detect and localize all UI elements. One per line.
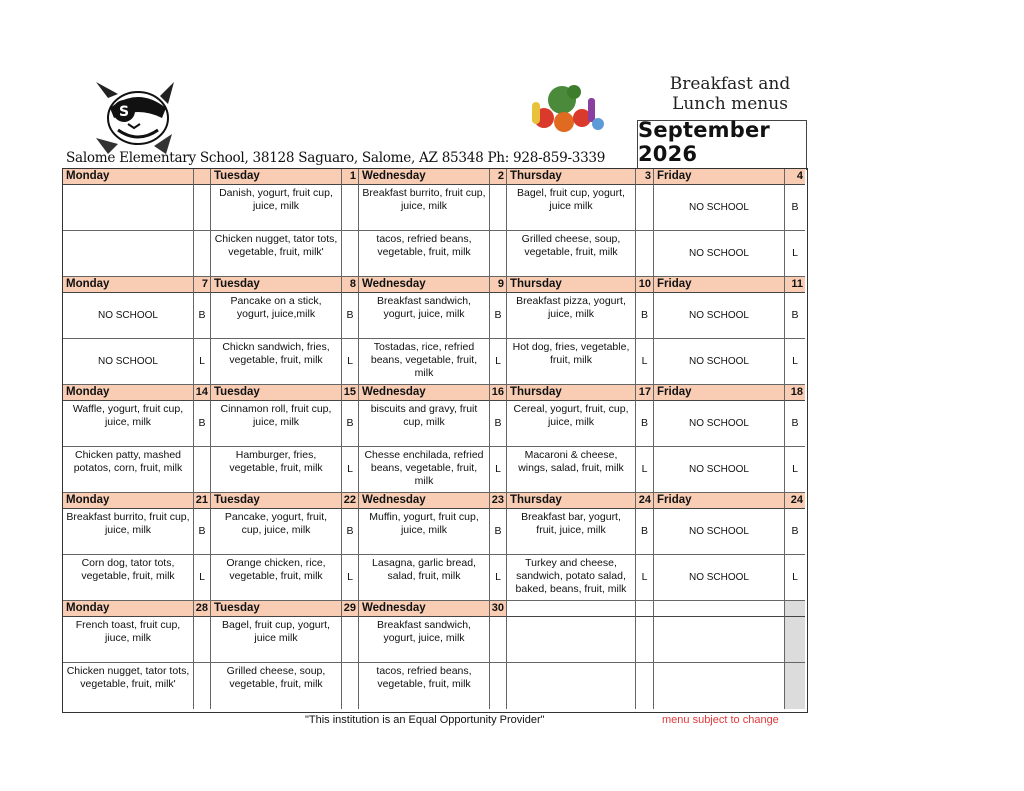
lunch-marker: L (342, 447, 359, 493)
lunch-marker (490, 231, 507, 277)
day-header-tue: Tuesday (211, 169, 342, 185)
breakfast-menu-mon: NO SCHOOL (63, 293, 194, 339)
lunch-menu-tue: Chickn sandwich, fries, vegetable, fruit, milk (211, 339, 342, 385)
lunch-menu-wed: tacos, refried beans, vegetable, fruit, milk (359, 231, 490, 277)
lunch-marker (194, 447, 211, 493)
breakfast-menu-thu: Cereal, yogurt, fruit, cup, juice, milk (507, 401, 636, 447)
breakfast-menu-tue: Cinnamon roll, fruit cup, juice, milk (211, 401, 342, 447)
lunch-menu-wed: tacos, refried beans, vegetable, fruit, milk (359, 663, 490, 709)
day-number: 30 (490, 601, 507, 617)
lunch-marker: L (490, 447, 507, 493)
breakfast-menu-thu: Breakfast bar, yogurt, fruit, juice, milk (507, 509, 636, 555)
lunch-menu-mon: NO SCHOOL (63, 339, 194, 385)
day-header-fri: Friday (654, 493, 785, 509)
lunch-marker: L (785, 555, 805, 601)
lunch-menu-thu: Grilled cheese, soup, vegetable, fruit, milk (507, 231, 636, 277)
breakfast-menu-thu: Bagel, fruit cup, yogurt, juice milk (507, 185, 636, 231)
breakfast-marker (636, 617, 654, 663)
breakfast-menu-wed: biscuits and gravy, fruit cup, milk (359, 401, 490, 447)
day-number: 4 (785, 169, 805, 185)
day-header-wed: Wednesday (359, 385, 490, 401)
lunch-marker (194, 231, 211, 277)
day-header-fri: Friday (654, 169, 785, 185)
day-number: 11 (785, 277, 805, 293)
lunch-marker (785, 663, 805, 709)
day-header-thu: Thursday (507, 493, 636, 509)
day-number: 3 (636, 169, 654, 185)
breakfast-marker: B (490, 509, 507, 555)
breakfast-marker (636, 185, 654, 231)
breakfast-menu-tue: Pancake, yogurt, fruit, cup, juice, milk (211, 509, 342, 555)
day-number: 8 (342, 277, 359, 293)
day-header-tue: Tuesday (211, 601, 342, 617)
breakfast-marker: B (785, 509, 805, 555)
day-number (636, 601, 654, 617)
lunch-marker: L (785, 339, 805, 385)
breakfast-menu-mon: French toast, fruit cup, jiuce, milk (63, 617, 194, 663)
day-header-tue: Tuesday (211, 277, 342, 293)
day-number: 18 (785, 385, 805, 401)
day-header-thu: Thursday (507, 277, 636, 293)
lunch-menu-mon: Chicken nugget, tator tots, vegetable, fruit, milk' (63, 663, 194, 709)
equal-opportunity-note: "This institution is an Equal Opportunity Provider" (305, 714, 545, 726)
breakfast-menu-fri (654, 617, 785, 663)
lunch-marker (342, 663, 359, 709)
day-number: 2 (490, 169, 507, 185)
day-number: 9 (490, 277, 507, 293)
breakfast-marker: B (194, 293, 211, 339)
day-number: 1 (342, 169, 359, 185)
lunch-menu-fri (654, 663, 785, 709)
breakfast-marker: B (342, 509, 359, 555)
day-header-wed: Wednesday (359, 601, 490, 617)
day-number: 14 (194, 385, 211, 401)
lunch-marker: L (636, 339, 654, 385)
menu-calendar (62, 168, 808, 713)
breakfast-marker: B (636, 293, 654, 339)
lunch-marker: L (194, 555, 211, 601)
breakfast-menu-tue: Pancake on a stick, yogurt, juice,milk (211, 293, 342, 339)
lunch-menu-tue: Orange chicken, rice, vegetable, fruit, milk (211, 555, 342, 601)
breakfast-menu-mon: Waffle, yogurt, fruit cup, juice, milk (63, 401, 194, 447)
day-number: 16 (490, 385, 507, 401)
vegetables-logo-icon (512, 78, 612, 140)
lunch-menu-tue: Hamburger, fries, vegetable, fruit, milk (211, 447, 342, 493)
day-number (785, 601, 805, 617)
breakfast-marker: B (194, 509, 211, 555)
breakfast-marker: B (342, 401, 359, 447)
lunch-menu-thu: Turkey and cheese, sandwich, potato salad, baked, beans, fruit, milk (507, 555, 636, 601)
month-title: September 2026 (638, 118, 770, 166)
day-header-mon: Monday (63, 385, 194, 401)
breakfast-marker: B (342, 293, 359, 339)
lunch-marker (636, 663, 654, 709)
breakfast-marker: B (636, 401, 654, 447)
lunch-marker (194, 663, 211, 709)
lunch-menu-mon: Corn dog, tator tots, vegetable, fruit, milk (63, 555, 194, 601)
lunch-marker: L (785, 231, 805, 277)
breakfast-marker: B (490, 293, 507, 339)
menu-title-line2: Lunch menus (672, 94, 788, 114)
lunch-menu-fri: NO SCHOOL (654, 231, 785, 277)
breakfast-menu-mon (63, 185, 194, 231)
day-header-wed: Wednesday (359, 493, 490, 509)
day-number: 23 (490, 493, 507, 509)
lunch-menu-thu: Hot dog, fries, vegetable, fruit, milk (507, 339, 636, 385)
day-header-mon: Monday (63, 601, 194, 617)
lunch-menu-thu: Macaroni & cheese, wings, salad, fruit, milk (507, 447, 636, 493)
lunch-marker: L (342, 339, 359, 385)
lunch-marker: L (636, 447, 654, 493)
lunch-marker: L (490, 555, 507, 601)
breakfast-marker (194, 185, 211, 231)
breakfast-menu-wed: Breakfast sandwich, yogurt, juice, milk (359, 617, 490, 663)
breakfast-marker: B (785, 185, 805, 231)
lunch-marker: L (342, 555, 359, 601)
breakfast-marker (194, 617, 211, 663)
breakfast-marker: B (785, 293, 805, 339)
breakfast-menu-thu: Breakfast pizza, yogurt, juice, milk (507, 293, 636, 339)
logo-letter: S (118, 104, 130, 120)
breakfast-menu-fri: NO SCHOOL (654, 185, 785, 231)
lunch-menu-mon (63, 231, 194, 277)
lunch-menu-thu (507, 663, 636, 709)
breakfast-marker (785, 617, 805, 663)
lunch-marker (342, 231, 359, 277)
day-header-mon: Monday (63, 493, 194, 509)
menu-title-line1: Breakfast and (669, 74, 791, 94)
day-number: 7 (194, 277, 211, 293)
breakfast-menu-mon: Breakfast burrito, fruit cup, juice, milk (63, 509, 194, 555)
breakfast-menu-wed: Muffin, yogurt, fruit cup, juice, milk (359, 509, 490, 555)
day-header-mon: Monday (63, 169, 194, 185)
breakfast-menu-wed: Breakfast sandwich, yogurt, juice, milk (359, 293, 490, 339)
day-number: 24 (785, 493, 805, 509)
breakfast-marker (490, 185, 507, 231)
school-address: Salome Elementary School, 38128 Saguaro, Salome, AZ 85348 Ph: 928-859-3339 (66, 150, 606, 166)
day-header-tue: Tuesday (211, 385, 342, 401)
lunch-menu-fri: NO SCHOOL (654, 447, 785, 493)
day-header-thu: Thursday (507, 169, 636, 185)
day-header-wed: Wednesday (359, 169, 490, 185)
breakfast-marker (342, 185, 359, 231)
breakfast-marker (490, 617, 507, 663)
lunch-menu-wed: Tostadas, rice, refried beans, vegetable, fruit, milk (359, 339, 490, 385)
day-header-fri (654, 601, 785, 617)
day-number: 28 (194, 601, 211, 617)
day-header-mon: Monday (63, 277, 194, 293)
lunch-marker: L (636, 555, 654, 601)
day-header-tue: Tuesday (211, 493, 342, 509)
day-header-fri: Friday (654, 385, 785, 401)
day-number: 29 (342, 601, 359, 617)
lunch-marker (636, 231, 654, 277)
breakfast-marker: B (636, 509, 654, 555)
breakfast-marker: B (194, 401, 211, 447)
breakfast-menu-fri: NO SCHOOL (654, 401, 785, 447)
breakfast-menu-fri: NO SCHOOL (654, 293, 785, 339)
month-box (637, 120, 807, 170)
breakfast-menu-fri: NO SCHOOL (654, 509, 785, 555)
wildcat-logo-icon (78, 78, 188, 156)
lunch-menu-wed: Lasagna, garlic bread, salad, fruit, milk (359, 555, 490, 601)
lunch-menu-mon: Chicken patty, mashed potatos, corn, fruit, milk (63, 447, 194, 493)
day-number: 21 (194, 493, 211, 509)
breakfast-menu-thu (507, 617, 636, 663)
breakfast-menu-tue: Bagel, fruit cup, yogurt, juice milk (211, 617, 342, 663)
breakfast-menu-tue: Danish, yogurt, fruit cup, juice, milk (211, 185, 342, 231)
day-number: 10 (636, 277, 654, 293)
day-number: 17 (636, 385, 654, 401)
lunch-marker: L (194, 339, 211, 385)
menu-title (650, 74, 810, 114)
menu-change-note: menu subject to change (662, 714, 779, 726)
breakfast-marker: B (490, 401, 507, 447)
day-header-fri: Friday (654, 277, 785, 293)
day-number (194, 169, 211, 185)
lunch-menu-tue: Chicken nugget, tator tots, vegetable, fruit, milk' (211, 231, 342, 277)
day-header-wed: Wednesday (359, 277, 490, 293)
lunch-marker: L (490, 339, 507, 385)
breakfast-menu-wed: Breakfast burrito, fruit cup, juice, milk (359, 185, 490, 231)
day-number: 15 (342, 385, 359, 401)
day-header-thu: Thursday (507, 385, 636, 401)
lunch-menu-fri: NO SCHOOL (654, 555, 785, 601)
lunch-menu-fri: NO SCHOOL (654, 339, 785, 385)
breakfast-marker: B (785, 401, 805, 447)
lunch-menu-wed: Chesse enchilada, refried beans, vegetable, fruit, milk (359, 447, 490, 493)
day-number: 24 (636, 493, 654, 509)
breakfast-marker (342, 617, 359, 663)
day-header-thu (507, 601, 636, 617)
day-number: 22 (342, 493, 359, 509)
lunch-marker (490, 663, 507, 709)
lunch-menu-tue: Grilled cheese, soup, vegetable, fruit, milk (211, 663, 342, 709)
lunch-marker: L (785, 447, 805, 493)
